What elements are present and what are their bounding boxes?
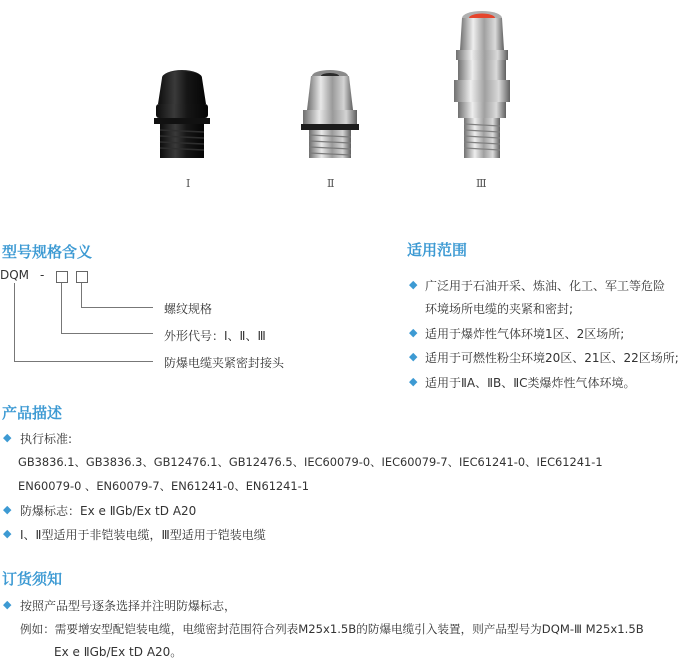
product-label-3: Ⅲ [476, 177, 487, 190]
scope-item-3: 适用于可燃性粉尘环境20区、21区、22区场所; [425, 351, 679, 365]
model-item-shape: 外形代号：Ⅰ、Ⅱ、Ⅲ [164, 329, 266, 343]
bullet-icon: ◆ [409, 326, 418, 339]
ordering-example-line-1: 例如：需要增安型配铠装电缆，电缆密封范围符合列表M25x1.5B的防爆电缆引入装置，则产品型号为DQM-Ⅲ M25x1.5B [20, 622, 644, 636]
model-box-thread [76, 271, 88, 283]
bracket-line [14, 283, 15, 361]
product-image-armored-gland [446, 8, 518, 160]
scope-item-1-line2: 环境场所电缆的夹紧和密封; [425, 302, 574, 316]
bullet-icon: ◆ [409, 278, 418, 291]
bullet-icon: ◆ [409, 375, 418, 388]
bullet-icon: ◆ [3, 431, 12, 444]
bracket-line [61, 333, 153, 334]
model-item-name: 防爆电缆夹紧密封接头 [164, 356, 285, 370]
product-image-metal-gland [295, 68, 365, 160]
ex-mark: 防爆标志：Ex e ⅡGb/Ex tD A20 [20, 504, 197, 518]
type-usage: Ⅰ、Ⅱ型适用于非铠装电缆，Ⅲ型适用于铠装电缆 [20, 528, 266, 542]
product-description-title: 产品描述 [2, 404, 63, 422]
model-prefix: DQM [0, 268, 30, 282]
scope-item-2: 适用于爆炸性气体环境1区、2区场所; [425, 327, 625, 341]
standards-label: 执行标准: [20, 432, 73, 446]
standards-line-2: EN60079-0 、EN60079-7、EN61241-0、EN61241-1 [18, 479, 310, 493]
ordering-title: 订货须知 [2, 570, 63, 588]
bracket-line [14, 361, 153, 362]
scope-item-4: 适用于ⅡA、ⅡB、ⅡC类爆炸性气体环境。 [425, 376, 636, 390]
bracket-line [81, 283, 82, 307]
ordering-example-line-2: Ex e ⅡGb/Ex tD A20。 [54, 645, 183, 659]
model-dash: - [40, 268, 45, 282]
ordering-item: 按照产品型号逐条选择并注明防爆标志， [20, 599, 237, 613]
bracket-line [81, 307, 153, 308]
bracket-line [61, 283, 62, 333]
scope-item-1-line1: 广泛用于石油开采、炼油、化工、军工等危险 [425, 279, 666, 293]
model-item-thread: 螺纹规格 [164, 302, 213, 316]
bullet-icon: ◆ [409, 350, 418, 363]
bullet-icon: ◆ [3, 598, 12, 611]
bullet-icon: ◆ [3, 503, 12, 516]
product-label-2: Ⅱ [327, 177, 335, 190]
model-box-shape [56, 271, 68, 283]
product-image-black-gland [150, 68, 214, 160]
bullet-icon: ◆ [3, 527, 12, 540]
product-label-1: Ⅰ [186, 177, 191, 190]
application-scope-title: 适用范围 [407, 241, 468, 259]
model-meaning-title: 型号规格含义 [2, 243, 93, 261]
standards-line-1: GB3836.1、GB3836.3、GB12476.1、GB12476.5、IEC60079-0、IEC60079-7、IEC61241-0、IEC61241-1 [18, 455, 603, 469]
